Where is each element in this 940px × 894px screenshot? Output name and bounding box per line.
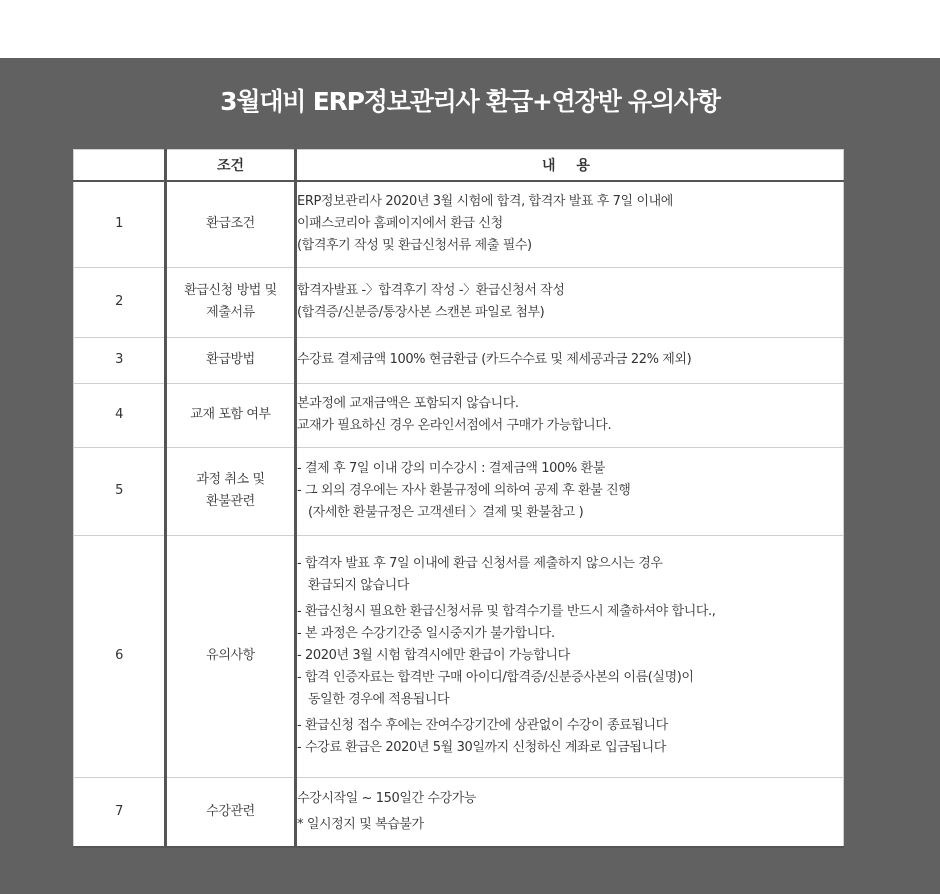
row-condition: [166, 383, 296, 447]
table-row: [74, 267, 844, 337]
content-line: 교재가 필요하신 경우 온라인서점에서 구매가 가능합니다.: [297, 418, 612, 433]
condition-text: 수강관련: [206, 803, 255, 819]
row-condition: [166, 337, 296, 383]
condition-text: 환급신청 방법 및: [184, 283, 277, 298]
content-line: 수강시작일 ~ 150일간 수강가능: [297, 790, 477, 806]
row-number: 1: [74, 181, 166, 267]
content-line: - 합격자 발표 후 7일 이내에 환급 신청서를 제출하지 않으시는 경우: [297, 556, 663, 571]
page-title: 3월대비 ERP정보관리사 환급+연장반 유의사항: [220, 87, 720, 116]
condition-text: 교재 포함 여부: [190, 407, 271, 422]
header-num: [74, 150, 166, 182]
row-content: [296, 181, 844, 267]
header-content: 내 용: [296, 150, 844, 182]
row-content: [296, 383, 844, 447]
content-line: 본과정에 교재금액은 포함되지 않습니다.: [297, 396, 519, 411]
row-content: [296, 337, 844, 383]
row-content: [296, 447, 844, 535]
content-line: - 2020년 3월 시험 합격시에만 환급이 가능합니다: [297, 648, 570, 663]
row-condition: [166, 181, 296, 267]
table-row: [74, 447, 844, 535]
condition-text: 환급방법: [206, 352, 255, 367]
content-line: (합격후기 작성 및 환급신청서류 제출 필수): [297, 238, 532, 254]
content-line: - 그 외의 경우에는 자사 환불규정에 의하여 공제 후 환불 진행: [297, 483, 631, 498]
row-condition: [166, 535, 296, 777]
table-row: [74, 777, 844, 847]
row-number: 2: [74, 267, 166, 337]
content-line: (합격증/신분증/통장사본 스캔본 파일로 첨부): [297, 305, 545, 320]
condition-text: 과정 취소 및: [196, 472, 265, 487]
content-line: - 합격 인증자료는 합격반 구매 아이디/합격증/신분증사본의 이름(실명)이: [297, 670, 694, 685]
row-number: 7: [74, 777, 166, 847]
table-row: [74, 383, 844, 447]
row-number: 6: [74, 535, 166, 777]
row-content: [296, 535, 844, 777]
row-content: [296, 777, 844, 847]
row-number: 4: [74, 383, 166, 447]
content-line: - 본 과정은 수강기간중 일시중지가 불가합니다.: [297, 626, 555, 641]
table-header-row: [74, 150, 844, 182]
row-condition: [166, 447, 296, 535]
content-line: 환급되지 않습니다: [308, 578, 409, 593]
content-line: 합격자발표 -〉합격후기 작성 -〉환급신청서 작성: [297, 283, 565, 298]
table-row: [74, 535, 844, 777]
content-line: ERP정보관리사 2020년 3월 시험에 합격, 합격자 발표 후 7일 이내에: [297, 194, 673, 210]
content-line: * 일시정지 및 복습불가: [297, 816, 424, 832]
condition-text: 환급조건: [206, 216, 255, 232]
content-line: (자세한 환불규정은 고객센터 〉결제 및 환불참고 ): [308, 505, 584, 520]
header-condition: 조건: [166, 150, 296, 182]
content-line: - 환급신청 접수 후에는 잔여수강기간에 상관없이 수강이 종료됩니다: [297, 718, 668, 733]
condition-text: 제출서류: [206, 305, 255, 320]
row-number: 5: [74, 447, 166, 535]
top-whitespace: [0, 0, 940, 58]
content-line: 이패스코리아 홈페이지에서 환급 신청: [297, 216, 503, 232]
table-row: [74, 337, 844, 383]
content-line: 동일한 경우에 적용됩니다: [308, 692, 450, 707]
row-content: [296, 267, 844, 337]
content-line: 수강료 결제금액 100% 현금환급 (카드수수료 및 제세공과금 22% 제외): [297, 352, 692, 367]
row-condition: [166, 777, 296, 847]
content-line: - 환급신청시 필요한 환급신청서류 및 합격수기를 반드시 제출하셔야 합니다.,: [297, 604, 716, 619]
table-row: [74, 181, 844, 267]
row-condition: [166, 267, 296, 337]
content-line: - 결제 후 7일 이내 강의 미수강시 : 결제금액 100% 환불: [297, 461, 605, 476]
row-number: 3: [74, 337, 166, 383]
notice-table: [73, 149, 844, 848]
condition-text: 환불관련: [206, 494, 255, 509]
condition-text: 유의사항: [206, 648, 255, 663]
content-line: - 수강료 환급은 2020년 5월 30일까지 신청하신 계좌로 입금됩니다: [297, 740, 666, 755]
